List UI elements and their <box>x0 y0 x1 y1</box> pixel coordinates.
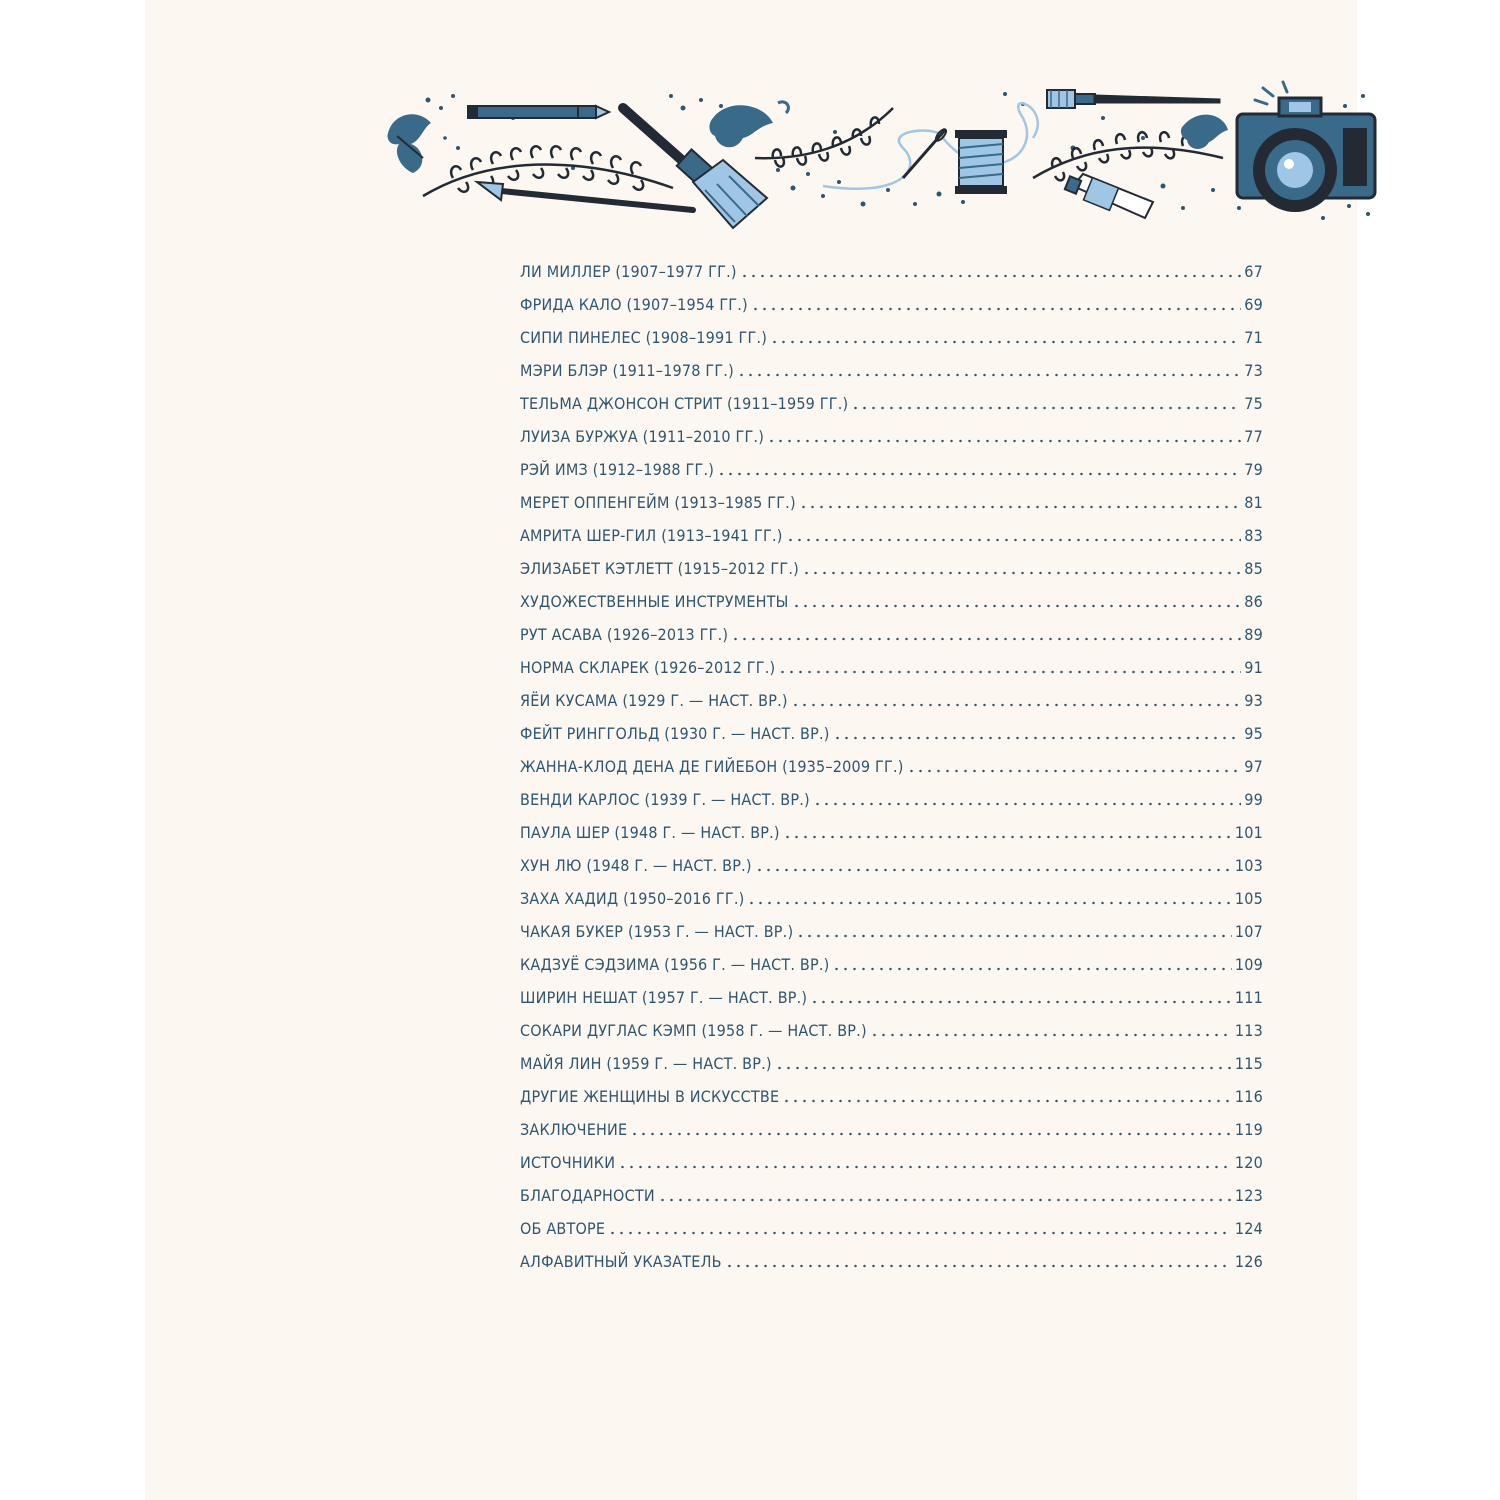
toc-entry-title: ЭЛИЗАБЕТ КЭТЛЕТТ (1915–2012 ГГ.) <box>520 559 799 578</box>
toc-entry-title: АМРИТА ШЕР-ГИЛ (1913–1941 ГГ.) <box>520 526 783 545</box>
dot-leader <box>810 1000 1232 1004</box>
toc-entry-page: 105 <box>1234 889 1263 908</box>
toc-entry[interactable] <box>520 349 1263 382</box>
dot-leader <box>767 439 1241 443</box>
toc-entry-page: 91 <box>1244 658 1263 677</box>
fern-icon <box>423 146 673 196</box>
dot-leader <box>851 406 1241 410</box>
dot-leader <box>783 835 1232 839</box>
toc-entry-title: ОБ АВТОРЕ <box>520 1219 606 1238</box>
dot-leader <box>737 373 1241 377</box>
dot-leader <box>813 802 1241 806</box>
toc-entry[interactable] <box>520 976 1263 1009</box>
dot-leader <box>630 1132 1232 1136</box>
dot-leader <box>796 934 1232 938</box>
toc-entry-page: 119 <box>1234 1120 1263 1139</box>
dot-leader <box>792 604 1242 608</box>
toc-entry-page: 67 <box>1244 262 1263 281</box>
toc-entry-page: 83 <box>1244 526 1263 545</box>
header-illustration <box>383 78 1383 238</box>
toc-entry[interactable] <box>520 811 1263 844</box>
toc-entry-page: 95 <box>1244 724 1263 743</box>
toc-entry[interactable] <box>520 448 1263 481</box>
toc-entry[interactable] <box>520 943 1263 976</box>
toc-entry-page: 69 <box>1244 295 1263 314</box>
toc-entry-page: 116 <box>1234 1087 1263 1106</box>
toc-entry[interactable] <box>520 613 1263 646</box>
toc-entry[interactable] <box>520 910 1263 943</box>
needle-icon <box>823 103 1038 189</box>
toc-entry-title: МЕРЕТ ОППЕНГЕЙМ (1913–1985 ГГ.) <box>520 493 796 512</box>
dot-leader <box>832 967 1231 971</box>
toc-entry[interactable] <box>520 1042 1263 1075</box>
toc-entry-title: КАДЗУЁ СЭДЗИМА (1956 Г. — НАСТ. ВР.) <box>520 955 830 974</box>
toc-entry[interactable] <box>520 1240 1263 1273</box>
toc-entry[interactable] <box>520 1075 1263 1108</box>
toc-entry-page: 107 <box>1234 922 1263 941</box>
toc-entry-title: НОРМА СКЛАРЕК (1926–2012 ГГ.) <box>520 658 776 677</box>
dot-leader <box>751 307 1241 311</box>
toc-entry[interactable] <box>520 1174 1263 1207</box>
toc-entry-title: ЗАХА ХАДИД (1950–2016 ГГ.) <box>520 889 745 908</box>
dot-leader <box>786 538 1242 542</box>
toc-entry[interactable] <box>520 580 1263 613</box>
toc-entry[interactable] <box>520 778 1263 811</box>
toc-entry[interactable] <box>520 283 1263 316</box>
dot-leader <box>608 1231 1232 1235</box>
toc-entry-page: 73 <box>1244 361 1263 380</box>
dot-leader <box>731 637 1241 641</box>
toc-entry-title: АЛФАВИТНЫЙ УКАЗАТЕЛЬ <box>520 1252 722 1271</box>
toc-entry[interactable] <box>520 547 1263 580</box>
toc-entry[interactable] <box>520 745 1263 778</box>
pencil-icon <box>468 106 609 118</box>
toc-entry-title: ТЕЛЬМА ДЖОНСОН СТРИТ (1911–1959 ГГ.) <box>520 394 849 413</box>
dot-leader <box>791 703 1242 707</box>
table-of-contents <box>520 250 1263 1273</box>
toc-entry[interactable] <box>520 1207 1263 1240</box>
toc-entry-page: 126 <box>1234 1252 1263 1271</box>
dot-leader <box>740 274 1242 278</box>
toc-entry-page: 89 <box>1244 625 1263 644</box>
toc-entry-title: ЖАННА-КЛОД ДЕНА ДЕ ГИЙЕБОН (1935–2009 ГГ.) <box>520 757 904 776</box>
dot-leader <box>770 340 1241 344</box>
dot-leader <box>717 472 1241 476</box>
toc-entry-title: ИСТОЧНИКИ <box>520 1153 616 1172</box>
toc-entry-title: СОКАРИ ДУГЛАС КЭМП (1958 Г. — НАСТ. ВР.) <box>520 1021 867 1040</box>
dot-leader <box>907 769 1242 773</box>
dot-leader <box>725 1264 1232 1268</box>
dot-leader <box>870 1033 1232 1037</box>
dot-leader <box>658 1198 1232 1202</box>
toc-entry-page: 115 <box>1234 1054 1263 1073</box>
toc-entry[interactable] <box>520 712 1263 745</box>
toc-entry-page: 99 <box>1244 790 1263 809</box>
toc-entry-page: 123 <box>1234 1186 1263 1205</box>
toc-entry-title: ДРУГИЕ ЖЕНЩИНЫ В ИСКУССТВЕ <box>520 1087 780 1106</box>
toc-entry[interactable] <box>520 1108 1263 1141</box>
toc-entry[interactable] <box>520 844 1263 877</box>
toc-entry[interactable] <box>520 1141 1263 1174</box>
toc-entry[interactable] <box>520 316 1263 349</box>
toc-entry[interactable] <box>520 646 1263 679</box>
toc-entry[interactable] <box>520 1009 1263 1042</box>
toc-entry-page: 111 <box>1234 988 1263 1007</box>
toc-entry-page: 86 <box>1244 592 1263 611</box>
toc-entry-title: ЯЁИ КУСАМА (1929 Г. — НАСТ. ВР.) <box>520 691 788 710</box>
toc-entry-page: 81 <box>1244 493 1263 512</box>
toc-entry[interactable] <box>520 250 1263 283</box>
toc-entry-title: МАЙЯ ЛИН (1959 Г. — НАСТ. ВР.) <box>520 1054 772 1073</box>
toc-entry-page: 75 <box>1244 394 1263 413</box>
toc-entry-page: 101 <box>1234 823 1263 842</box>
toc-entry-title: ЛУИЗА БУРЖУА (1911–2010 ГГ.) <box>520 427 765 446</box>
dot-leader <box>833 736 1242 740</box>
toc-entry-title: ФРИДА КАЛО (1907–1954 ГГ.) <box>520 295 748 314</box>
dot-leader <box>775 1066 1232 1070</box>
toc-entry-page: 93 <box>1244 691 1263 710</box>
toc-entry-title: ВЕНДИ КАРЛОС (1939 Г. — НАСТ. ВР.) <box>520 790 810 809</box>
toc-entry-title: РЭЙ ИМЗ (1912–1988 ГГ.) <box>520 460 715 479</box>
dot-leader <box>778 670 1241 674</box>
toc-entry-title: ШИРИН НЕШАТ (1957 Г. — НАСТ. ВР.) <box>520 988 808 1007</box>
toc-entry-page: 113 <box>1234 1021 1263 1040</box>
dot-leader <box>799 505 1242 509</box>
leaf-icon <box>388 114 431 173</box>
dot-leader <box>802 571 1241 575</box>
toc-entry-title: ЧАКАЯ БУКЕР (1953 Г. — НАСТ. ВР.) <box>520 922 794 941</box>
dot-leader <box>747 901 1231 905</box>
toc-entry-title: ХУН ЛЮ (1948 Г. — НАСТ. ВР.) <box>520 856 752 875</box>
toc-entry-title: ХУДОЖЕСТВЕННЫЕ ИНСТРУМЕНТЫ <box>520 592 789 611</box>
toc-entry[interactable] <box>520 415 1263 448</box>
toc-entry-page: 77 <box>1244 427 1263 446</box>
toc-entry-page: 103 <box>1234 856 1263 875</box>
leaf-icon <box>1181 115 1228 149</box>
toc-entry-title: ФЕЙТ РИНГГОЛЬД (1930 Г. — НАСТ. ВР.) <box>520 724 830 743</box>
toc-entry-title: РУТ АСАВА (1926–2013 ГГ.) <box>520 625 729 644</box>
toc-entry-title: МЭРИ БЛЭР (1911–1978 ГГ.) <box>520 361 734 380</box>
dot-leader <box>618 1165 1232 1169</box>
toc-entry-page: 124 <box>1234 1219 1263 1238</box>
toc-entry[interactable] <box>520 481 1263 514</box>
paint-tube-icon <box>1065 174 1153 218</box>
toc-entry[interactable] <box>520 514 1263 547</box>
toc-entry-page: 71 <box>1244 328 1263 347</box>
toc-entry-page: 79 <box>1244 460 1263 479</box>
leaf-icon <box>709 102 788 147</box>
toc-entry-title: БЛАГОДАРНОСТИ <box>520 1186 655 1205</box>
toc-entry[interactable] <box>520 382 1263 415</box>
dot-leader <box>755 868 1232 872</box>
toc-entry-page: 85 <box>1244 559 1263 578</box>
fern-icon <box>755 108 893 167</box>
toc-entry-title: ПАУЛА ШЕР (1948 Г. — НАСТ. ВР.) <box>520 823 780 842</box>
dot-leader <box>782 1099 1232 1103</box>
camera-icon <box>1237 82 1375 212</box>
toc-entry-title: ЛИ МИЛЛЕР (1907–1977 ГГ.) <box>520 262 737 281</box>
toc-entry[interactable] <box>520 877 1263 910</box>
brush-icon <box>1047 90 1219 108</box>
toc-entry-page: 97 <box>1244 757 1263 776</box>
toc-entry-title: СИПИ ПИНЕЛЕС (1908–1991 ГГ.) <box>520 328 768 347</box>
toc-entry-title: ЗАКЛЮЧЕНИЕ <box>520 1120 628 1139</box>
toc-entry-page: 109 <box>1234 955 1263 974</box>
fountain-pen-icon <box>477 182 693 210</box>
toc-entry-page: 120 <box>1234 1153 1263 1172</box>
book-page <box>145 0 1357 1500</box>
toc-entry[interactable] <box>520 679 1263 712</box>
thread-spool-icon <box>955 130 1007 194</box>
